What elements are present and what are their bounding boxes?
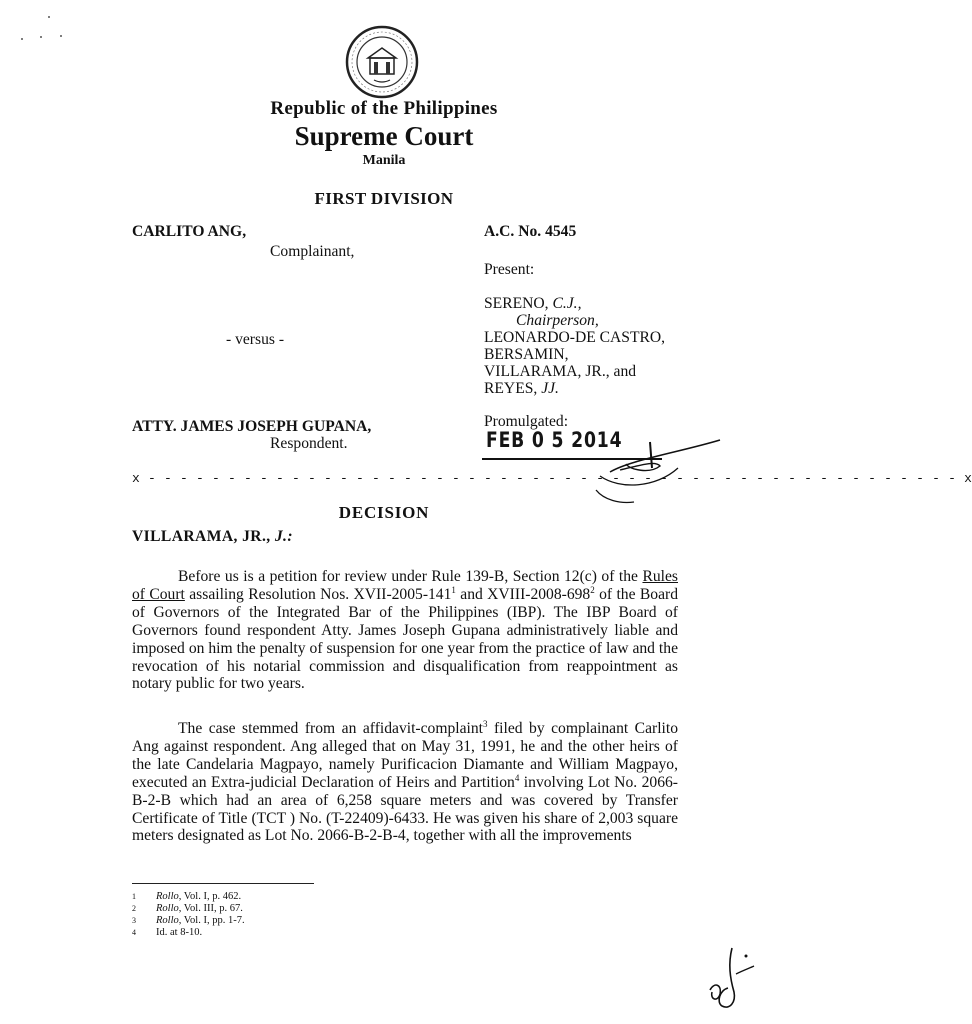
- scan-speck: [21, 38, 23, 40]
- respondent-role: Respondent.: [270, 435, 348, 452]
- text-run: Before us is a petition for review under Rule 139-B, Section 12(c) of the: [178, 568, 643, 585]
- member-name: REYES,: [484, 380, 542, 397]
- bench-member: VILLARAMA, JR., and: [484, 363, 637, 380]
- footnote: [132, 891, 241, 902]
- text-run: and XVIII-2008-698: [455, 585, 591, 603]
- scan-speck: [48, 16, 50, 18]
- footnote-text: , Vol. I, p. 462.: [178, 891, 242, 902]
- text-run: of the Board of Governors of the Integrated Bar of the Philippines (IBP). The IBP Board of Governors found respondent Atty. James Joseph Gupana administratively liable and imposed on him the penalty of suspension for one year from the practice of law and the revocation of his notarial commission and disqualification from reappointment as notary public for two years.: [132, 585, 678, 693]
- scan-speck: [60, 35, 62, 37]
- present-label: Present:: [484, 261, 535, 278]
- footnote-rule: [132, 883, 314, 884]
- initials-signature-icon: [700, 944, 760, 1014]
- footnote-text: Id. at 8-10.: [156, 927, 203, 938]
- footnote: [132, 903, 243, 914]
- member-title: JJ.: [541, 380, 559, 397]
- versus-label: - versus -: [226, 331, 285, 348]
- footnote-ref: 3: [482, 718, 488, 729]
- footnote-ref: 2: [590, 584, 595, 595]
- footnote: [132, 915, 245, 926]
- city-heading: Manila: [362, 153, 406, 168]
- complainant-role: Complainant,: [270, 243, 355, 260]
- body-paragraph-1: [132, 568, 678, 693]
- footnote-ref: 1: [451, 584, 456, 595]
- case-number: A.C. No. 4545: [484, 223, 577, 240]
- footnote-cite: Rollo: [156, 903, 179, 914]
- caption-separator: x - - - - - - - - - - - - - - - - - - - - - - - - - - - - - - - - - - - - - - - - - - - - - - - - - - - x: [132, 471, 972, 486]
- footnote-text: , Vol. I, pp. 1-7.: [178, 915, 245, 926]
- footnote-number: 4: [132, 928, 136, 937]
- bench-member: [484, 380, 559, 398]
- text-run: filed by complainant Carlito Ang against respondent. Ang alleged that on May 31, 1991, he and the other heirs of the late Candelaria Magpayo, namely Purificacion Diamante and William Magpayo, executed an Extra-judicial Declaration of Heirs and Partition: [132, 720, 678, 791]
- division-heading: FIRST DIVISION: [314, 189, 454, 208]
- bench-chief: [484, 295, 581, 313]
- republic-heading: Republic of the Philippines: [270, 98, 498, 119]
- clerk-signature-icon: [560, 430, 730, 510]
- bench-member: BERSAMIN,: [484, 346, 569, 363]
- footnote-number: 1: [132, 892, 136, 901]
- footnote-cite: Rollo: [156, 891, 179, 902]
- footnote-text: , Vol. III, p. 67.: [178, 903, 243, 914]
- rules-of-court-text: Rules of Court: [132, 568, 678, 603]
- complainant-name: CARLITO ANG,: [132, 223, 247, 240]
- text-run: involving Lot No. 2066-B-2-B which had an area of 6,258 square meters and was covered by Transfer Certificate of Title (TCT ) No. (T-22409)-6433. He was given his share of 2,003 square meters designated as Lot No. 2066-B-2-B-4, together with all the improvements: [132, 773, 678, 845]
- body-paragraph-2: [132, 720, 678, 845]
- text-run: assailing Resolution Nos. XVII-2005-141: [184, 585, 452, 603]
- footnote-cite: Rollo: [156, 915, 179, 926]
- bench-member: LEONARDO-DE CASTRO,: [484, 329, 666, 346]
- footnote: [132, 927, 202, 938]
- ponente-title: J.:: [274, 528, 293, 545]
- ponente-line: [132, 528, 293, 546]
- supreme-court-seal-icon: [344, 22, 420, 102]
- date-stamp: FEB 0 5 2014: [486, 428, 623, 452]
- bench-chairperson: Chairperson,: [516, 312, 599, 329]
- footnote-number: 3: [132, 916, 136, 925]
- respondent-name: ATTY. JAMES JOSEPH GUPANA,: [132, 418, 372, 435]
- chief-title: C.J.,: [552, 295, 582, 312]
- text-run: The case stemmed from an affidavit-complaint: [178, 720, 483, 737]
- promulgated-label: Promulgated:: [484, 413, 569, 430]
- ponente-name: VILLARAMA, JR.,: [132, 528, 275, 545]
- court-heading: Supreme Court: [294, 121, 474, 151]
- footnote-ref: 4: [514, 772, 520, 783]
- scan-speck: [40, 36, 42, 38]
- footnote-number: 2: [132, 904, 136, 913]
- chief-name: SERENO,: [484, 295, 553, 312]
- decision-heading: DECISION: [338, 503, 430, 522]
